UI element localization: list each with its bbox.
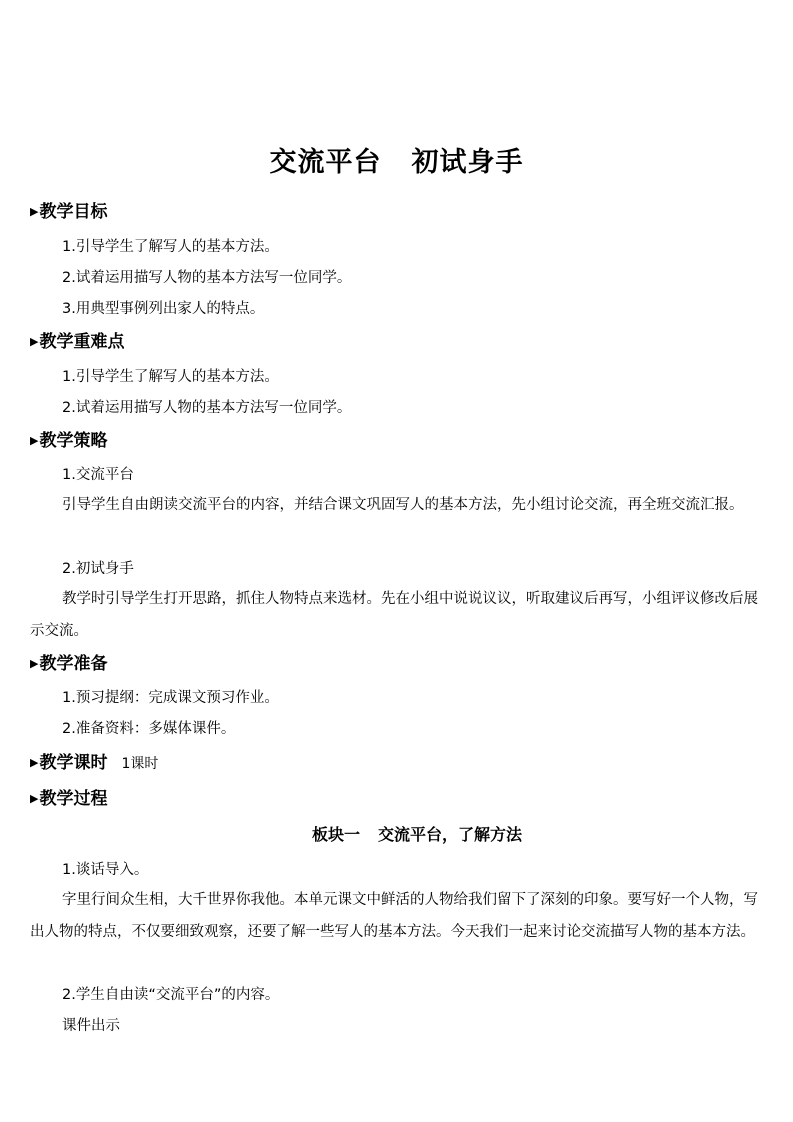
block-title [0,823,793,847]
section-heading-preparation [30,651,107,677]
title-part-1: 交流平台 [269,147,382,178]
section-heading-text: 教学准备 [39,654,108,674]
section-heading-text: 教学课时 [39,753,108,773]
goal-item-1: 1.引导学生了解写人的基本方法。 [62,239,279,255]
strategy-paragraph-1: 引导学生自由朗读交流平台的内容，并结合课文巩固写人的基本方法，先小组讨论交流，再全班交流汇报。 [62,497,744,513]
hours-value: 1课时 [121,756,159,772]
process-item-1: 1.谈话导入。 [62,862,149,878]
section-heading-text: 教学策略 [39,431,108,451]
triangle-bullet-icon: ▶ [30,335,39,348]
section-heading-key-points [30,329,124,355]
strategy-item-2: 2.初试身手 [62,561,134,577]
triangle-bullet-icon: ▶ [30,756,39,769]
strategy-paragraph-2: 教学时引导学生打开思路，抓住人物特点来选材。先在小组中说说议议，听取建议后再写，小组评议修改后展示交流。 [30,591,758,639]
title-part-2: 初试身手 [411,147,524,178]
section-heading-text: 教学重难点 [39,332,125,352]
section-heading-text: 教学目标 [39,202,108,222]
section-heading-process [30,786,107,812]
goal-item-3: 3.用典型事例列出家人的特点。 [62,301,265,317]
section-heading-strategy [30,428,107,454]
section-heading-goals [30,199,107,225]
block-title-label: 板块一 [311,825,360,844]
strategy-item-1: 1.交流平台 [62,467,134,483]
preparation-item-1: 1.预习提纲：完成课文预习作业。 [62,690,279,706]
section-heading-hours [30,750,158,777]
process-item-2: 2.学生自由读“交流平台”的内容。 [62,987,280,1003]
preparation-item-2: 2.准备资料：多媒体课件。 [62,721,236,737]
triangle-bullet-icon: ▶ [30,657,39,670]
goal-item-2: 2.试着运用描写人物的基本方法写一位同学。 [62,270,352,286]
section-heading-text: 教学过程 [39,789,108,809]
triangle-bullet-icon: ▶ [30,792,39,805]
triangle-bullet-icon: ▶ [30,205,39,218]
block-title-text: 交流平台，了解方法 [378,825,523,844]
key-point-item-2: 2.试着运用描写人物的基本方法写一位同学。 [62,400,352,416]
process-paragraph-1: 字里行间众生相，大千世界你我他。本单元课文中鲜活的人物给我们留下了深刻的印象。要写好一个人物，写出人物的特点，不仅要细致观察，还要了解一些写人的基本方法。今天我们一起来讨论交流描写人物的基本方法。 [30,892,758,940]
triangle-bullet-icon: ▶ [30,434,39,447]
document-title [0,143,793,183]
key-point-item-1: 1.引导学生了解写人的基本方法。 [62,369,279,385]
process-item-3: 课件出示 [62,1018,120,1034]
